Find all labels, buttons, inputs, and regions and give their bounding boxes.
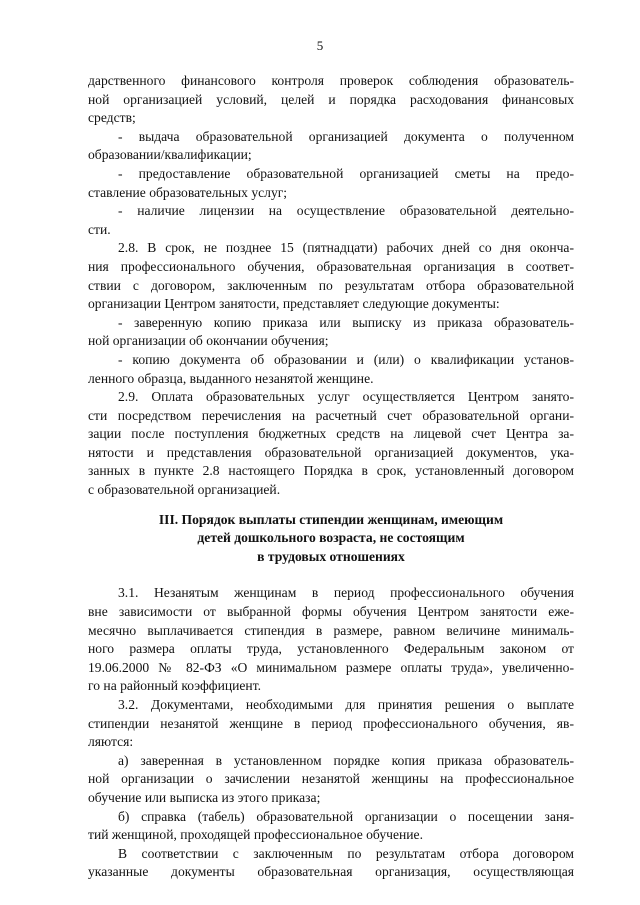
paragraph-line: дарственного финансового контроля проверок соблюдения образователь- — [88, 73, 574, 88]
paragraph-line: месячно выплачивается стипендия в размере, равном величине минималь- — [88, 622, 574, 638]
paragraph-line: указанные документы образовательная организация, осуществляющая — [88, 864, 574, 880]
section-heading-line: III. Порядок выплаты стипендии женщинам, имеющим — [158, 511, 504, 527]
list-item-line: ставление образовательных услуг; — [88, 184, 288, 200]
document-body — [88, 72, 574, 882]
section-heading-line: в трудовых отношениях — [257, 548, 405, 564]
paragraph-line: 3.1. Незанятым женщинам в период профессионального обучения — [118, 585, 574, 601]
paragraph-line: ствии с договором, заключенным по результатам отбора образовательной — [88, 277, 574, 293]
paragraph-line: 19.06.2000 № 82-ФЗ «О минимальном размере оплаты труда», увеличенно- — [88, 659, 574, 675]
paragraph-line: стипендии незанятой женщине в период профессионального обучения, яв- — [88, 715, 574, 731]
list-item-line: ленного образца, выданного незанятой женщине. — [88, 370, 374, 386]
section-heading-line: детей дошкольного возраста, не состоящим — [197, 530, 465, 546]
list-item-line: ной организации о зачислении незанятой женщины на профессиональное — [88, 771, 574, 787]
paragraph-line: сти посредством перечисления на расчетный счет образовательной органи- — [88, 407, 574, 423]
list-item-line: - копию документа об образовании и (или) о квалификации установ- — [118, 351, 574, 367]
list-item-line: - предоставление образовательной организацией сметы на предо- — [118, 165, 574, 181]
list-item-line: тий женщиной, проходящей профессиональное обучение. — [88, 827, 423, 843]
paragraph-line: 3.2. Документами, необходимыми для принятия решения о выплате — [118, 697, 574, 712]
paragraph-line: средств; — [88, 110, 136, 126]
list-item-line: сти. — [88, 221, 111, 237]
list-item-line: - наличие лицензии на осуществление образовательной деятельно- — [118, 203, 574, 219]
list-item-line: образовании/квалификации; — [88, 147, 252, 163]
paragraph-line: 2.9. Оплата образовательных услуг осуществляется Центром занято- — [118, 389, 574, 405]
list-item-line: - выдача образовательной организацией документа о полученном — [118, 128, 574, 144]
list-item-line: ной организации об окончании обучения; — [88, 333, 329, 349]
paragraph-line: занных в пункте 2.8 настоящего Порядка в срок, установленный договором — [88, 463, 574, 479]
paragraph-line: го на районный коэффициент. — [88, 678, 262, 694]
list-item-line: обучение или выписка из этого приказа; — [88, 789, 321, 805]
paragraph-line: 2.8. В срок, не позднее 15 (пятнадцати) рабочих дней со дня оконча- — [118, 240, 574, 256]
paragraph-line: нятости и представления образовательной организацией документов, ука- — [88, 444, 574, 460]
paragraph-line: ния профессионального обучения, образовательная организация в соответ- — [88, 258, 574, 274]
list-item-line: а) заверенная в установленном порядке копия приказа образователь- — [118, 752, 574, 768]
paragraph-line: зации после поступления бюджетных средств на лицевой счет Центра за- — [88, 426, 574, 442]
page-number: 5 — [316, 38, 324, 53]
list-item-line: б) справка (табель) образовательной организации о посещении заня- — [118, 808, 574, 824]
paragraph-line: ной организацией условий, целей и порядка расходования финансовых — [88, 91, 574, 107]
paragraph-line: вне зависимости от выбранной формы обучения Центром занятости еже- — [88, 604, 574, 620]
paragraph-line: организации Центром занятости, представляет следующие документы: — [88, 296, 500, 312]
paragraph-line: ного размера оплаты труда, установленного Федеральным законом от — [88, 641, 574, 657]
list-item-line: - заверенную копию приказа или выписку из приказа образователь- — [118, 314, 574, 330]
paragraph-line: с образовательной организацией. — [88, 482, 281, 498]
paragraph-line: ляются: — [88, 734, 134, 750]
paragraph-line: В соответствии с заключенным по результатам отбора договором — [118, 845, 574, 861]
